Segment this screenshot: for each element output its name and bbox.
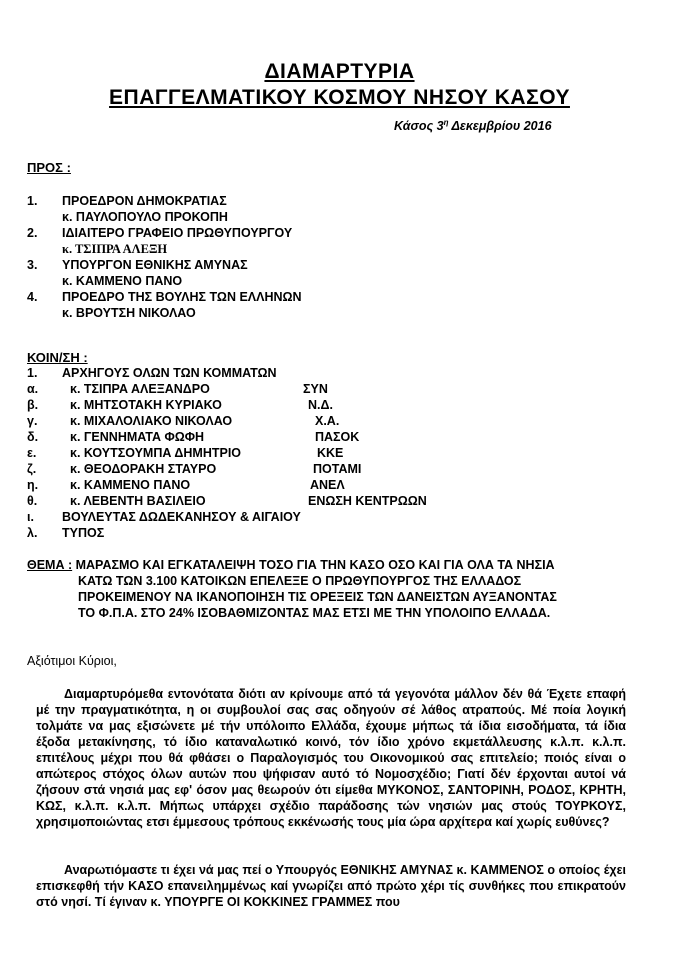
party-leader-name: κ. ΓΕΝΝΗΜΑΤΑ ΦΩΦΗ: [70, 430, 205, 444]
subject-line-2: ΚΑΤΩ ΤΩΝ 3.100 ΚΑΤΟΙΚΩΝ ΕΠΕΛΕΞΕ Ο ΠΡΩΘΥΠΟΥΡΓΟΣ ΤΗΣ ΕΛΛΑΔΟΣ: [78, 574, 522, 588]
pros-item-person: κ. ΚΑΜΜΕΝΟ ΠΑΝΟ: [62, 274, 183, 288]
date-month-year: Δεκεμβρίου 2016: [448, 119, 552, 134]
party-name: ΣΥΝ: [303, 382, 328, 396]
koin-item-letter: λ.: [27, 526, 38, 540]
koin-item-text: ΒΟΥΛΕΥΤΑΣ ΔΩΔΕΚΑΝΗΣΟΥ & ΑΙΓΑΙΟΥ: [62, 510, 301, 524]
party-name: ΕΝΩΣΗ ΚΕΝΤΡΩΩΝ: [308, 494, 427, 508]
pros-item-number: 4.: [27, 290, 38, 304]
party-row-letter: θ.: [27, 494, 38, 508]
subject-label: ΘΕΜΑ :: [27, 558, 73, 572]
date-ordinal: η: [443, 118, 449, 127]
pros-item-person: κ. ΠΑΥΛΟΠΟΥΛΟ ΠΡΟΚΟΠΗ: [62, 210, 228, 224]
body-paragraph-2: [36, 862, 626, 910]
party-name: ΑΝΕΛ: [310, 478, 345, 492]
date-day: Κάσος 3: [394, 119, 444, 134]
subject-line-4: ΤΟ Φ.Π.Α. ΣΤΟ 24% ΙΣΟΒΑΘΜΙΖΟΝΤΑΣ ΜΑΣ ΕΤΣΙ ΜΕ ΤΗΝ ΥΠΟΛΟΙΠΟ ΕΛΛΑΔΑ.: [78, 606, 551, 620]
paragraph-text: Αναρωτιόμαστε τι έχει νά μας πεί ο Υπουργός ΕΘΝΙΚΗΣ ΑΜΥΝΑΣ κ. ΚΑΜΜΕΝΟΣ ο οποίος έχει επισκεφθή τήν ΚΑΣΟ επανειλημμένως καί γνωρίζει από πρώτο χέρι τίς συνθήκες που επικρατούν στό νησί. Τί έγιναν κ. ΥΠΟΥΡΓΕ ΟΙ ΚΟΚΚΙΝΕΣ ΓΡΑΜΜΕΣ που: [36, 863, 626, 909]
party-row-letter: ε.: [27, 446, 37, 460]
koin-item-number: 1.: [27, 366, 38, 380]
party-name: ΠΟΤΑΜΙ: [313, 462, 362, 476]
pros-item-number: 3.: [27, 258, 38, 272]
party-row-letter: β.: [27, 398, 39, 412]
pros-item-title: ΥΠΟΥΡΓΟΝ ΕΘΝΙΚΗΣ ΑΜΥΝΑΣ: [62, 258, 248, 272]
party-name: ΚΚΕ: [317, 446, 344, 460]
party-row-letter: γ.: [27, 414, 38, 428]
title-line-2: ΕΠΑΓΓΕΛΜΑΤΙΚΟΥ ΚΟΣΜΟΥ ΝΗΣΟΥ ΚΑΣΟΥ: [109, 86, 570, 109]
party-leader-name: κ. ΜΗΤΣΟΤΑΚΗ ΚΥΡΙΑΚΟ: [70, 398, 222, 412]
pros-item-number: 1.: [27, 194, 38, 208]
party-name: Ν.Δ.: [308, 398, 333, 412]
pros-item-person: κ. ΒΡΟΥΤΣΗ ΝΙΚΟΛΑΟ: [62, 306, 196, 320]
party-name: Χ.Α.: [315, 414, 340, 428]
koin-item-text: ΤΥΠΟΣ: [62, 526, 105, 540]
date-line: [394, 118, 552, 133]
party-row-letter: η.: [27, 478, 39, 492]
party-row-letter: α.: [27, 382, 39, 396]
pros-item-title: ΠΡΟΕΔΡΟΝ ΔΗΜΟΚΡΑΤΙΑΣ: [62, 194, 227, 208]
paragraph-text: Διαμαρτυρόμεθα εντονότατα διότι αν κρίνουμε από τά γεγονότα μάλλον δέν θά Έχετε επαφή μέ την πραγματικότητα, η οι συμβουλοί σας σας οδηγούν σέ λάθος ατραπούς. Μέ ποία λογική τολμάτε να μας εξισώνετε μέ τήν υπόλοιπο Ελλάδα, έχουμε μήπως τά ίδια εισοδήματα, τά ίδια έξοδα μετακίνησης, τό ίδιο καταναλωτικό κοινό, τόν ίδιο χρόνο εκμετάλλευσης κ.λ.π. κ.λ.π. επιτέλους μέχρι που θά φθάσει ο Παραλογισμός του Οικονομικού σας επιτελείο; ποιός είναι ο απώτερος στόχος όλων αυτών που ψήφισαν αυτό τό Νομοσχέδιο; Γιατί δέν έρχονται αυτοί νά ζήσουν στά νησιά μας εφ' όσον μας θεωρούν ότι είμεθα ΜΥΚΟΝΟΣ, ΣΑΝΤΟΡΙΝΗ, ΡΟΔΟΣ, ΚΡΗΤΗ, ΚΩΣ, κ.λ.π. κ.λ.π. Μήπως υπάρχει σχέδιο παράδοσης τών νησιών μας στούς ΤΟΥΡΚΟΥΣ, χρησιμοποιώντας ετσι έμμεσους τρόπους εκκένωσής τους μία ώρα αρχίτερα καί χωρίς ευθύνες?: [36, 687, 626, 829]
party-row-letter: δ.: [27, 430, 39, 444]
pros-item-number: 2.: [27, 226, 38, 240]
title-line-1: ΔΙΑΜΑΡΤΥΡΙΑ: [264, 60, 415, 83]
subject-line-3: ΠΡΟΚΕΙΜΕΝΟΥ ΝΑ ΙΚΑΝΟΠΟΙΗΣΗ ΤΙΣ ΟΡΕΞΕΙΣ ΤΩΝ ΔΑΝΕΙΣΤΩΝ ΑΥΞΑΝΟΝΤΑΣ: [78, 590, 557, 604]
salutation: Αξιότιμοι Κύριοι,: [27, 654, 117, 668]
subject-text: ΜΑΡΑΣΜΟ ΚΑΙ ΕΓΚΑΤΑΛΕΙΨΗ ΤΟΣΟ ΓΙΑ ΤΗΝ ΚΑΣΟ ΟΣΟ ΚΑΙ ΓΙΑ ΟΛΑ ΤΑ ΝΗΣΙΑ: [72, 558, 555, 572]
body-paragraph-1: [36, 686, 626, 830]
party-name: ΠΑΣΟΚ: [315, 430, 360, 444]
subject-line-1: [27, 558, 555, 572]
koin-item-letter: ι.: [27, 510, 34, 524]
pros-item-person: κ. ΤΣΙΠΡΑ ΑΛΕΞΗ: [62, 242, 168, 256]
party-leader-name: κ. ΘΕΟΔΟΡΑΚΗ ΣΤΑΥΡΟ: [70, 462, 217, 476]
party-leader-name: κ. ΛΕΒΕΝΤΗ ΒΑΣΙΛΕΙΟ: [70, 494, 206, 508]
pros-label: ΠΡΟΣ :: [27, 160, 71, 175]
pros-item-title: ΙΔΙΑΙΤΕΡΟ ΓΡΑΦΕΙΟ ΠΡΩΘΥΠΟΥΡΓΟΥ: [62, 226, 293, 240]
party-leader-name: κ. ΜΙΧΑΛΟΛΙΑΚΟ ΝΙΚΟΛΑΟ: [70, 414, 233, 428]
party-leader-name: κ. ΤΣΙΠΡΑ ΑΛΕΞΑΝΔΡΟ: [70, 382, 210, 396]
koin-item-text: ΑΡΧΗΓΟΥΣ ΟΛΩΝ ΤΩΝ ΚΟΜΜΑΤΩΝ: [62, 366, 277, 380]
party-row-letter: ζ.: [27, 462, 37, 476]
koin-label: ΚΟΙΝ/ΣΗ :: [27, 350, 88, 365]
party-leader-name: κ. ΚΟΥΤΣΟΥΜΠΑ ΔΗΜΗΤΡΙΟ: [70, 446, 242, 460]
party-leader-name: κ. ΚΑΜΜΕΝΟ ΠΑΝΟ: [70, 478, 191, 492]
pros-item-title: ΠΡΟΕΔΡΟ ΤΗΣ ΒΟΥΛΗΣ ΤΩΝ ΕΛΛΗΝΩΝ: [62, 290, 302, 304]
